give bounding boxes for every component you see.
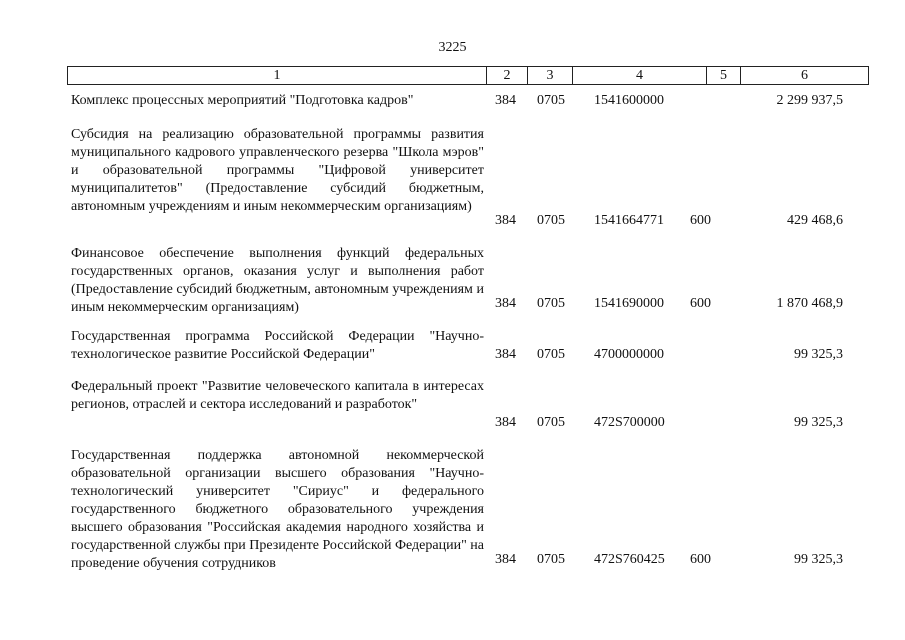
row-amount: 429 468,6 [787, 213, 843, 228]
row-amount: 99 325,3 [794, 415, 843, 430]
column-header-5: 5 [707, 67, 741, 85]
row-description: Комплекс процессных мероприятий "Подготовка кадров" [71, 93, 414, 108]
row-section-code: 0705 [537, 347, 565, 362]
column-header-3: 3 [528, 67, 573, 85]
column-header-2: 2 [487, 67, 528, 85]
row-ministry-code: 384 [495, 93, 516, 108]
row-target-article: 1541600000 [594, 93, 664, 108]
column-header-table [67, 66, 869, 85]
page-number: 3225 [438, 40, 467, 55]
row-amount: 99 325,3 [794, 347, 843, 362]
column-header-4: 4 [573, 67, 707, 85]
row-ministry-code: 384 [495, 213, 516, 228]
row-amount: 1 870 468,9 [776, 296, 843, 311]
row-description: Государственная поддержка автономной некоммерческой образовательной организации высшего образования "Научно-технологический университет "Сириус" и федерального государственного бюджетного образовательного учреждения высшего образования "Российская академия народного хозяйства и государственной службы при Президенте Российской Федерации" на проведение обучения сотрудников [71, 448, 485, 571]
row-amount: 2 299 937,5 [776, 93, 843, 108]
row-target-article: 4700000000 [594, 347, 664, 362]
row-section-code: 0705 [537, 552, 565, 567]
row-target-article: 472S760425 [594, 552, 665, 567]
row-target-article: 1541690000 [594, 296, 664, 311]
column-header-6: 6 [741, 67, 869, 85]
row-ministry-code: 384 [495, 415, 516, 430]
row-section-code: 0705 [537, 415, 565, 430]
row-description: Финансовое обеспечение выполнения функций федеральных государственных органов, оказания услуг и выполнения работ (Предоставление субсидий бюджетным, автономным учреждениям и иным некоммерческим организациям) [71, 246, 484, 315]
row-expense-type: 600 [690, 552, 711, 567]
row-description: Субсидия на реализацию образовательной программы развития муниципального кадрового управленческого резерва "Школа мэров" и образовательной программы "Цифровой университет муниципалитетов" (Предоставление субсидий бюджетным, автономным учреждениям и иным некоммерческим организациям) [71, 127, 484, 214]
row-ministry-code: 384 [495, 296, 516, 311]
row-target-article: 472S700000 [594, 415, 665, 430]
row-description: Федеральный проект "Развитие человеческого капитала в интересах регионов, отраслей и сектора исследований и разработок" [71, 379, 484, 412]
row-section-code: 0705 [537, 296, 565, 311]
row-section-code: 0705 [537, 93, 565, 108]
column-header-1: 1 [68, 67, 487, 85]
row-section-code: 0705 [537, 213, 565, 228]
row-description: Государственная программа Российской Федерации "Научно-технологическое развитие Российской Федерации" [71, 329, 484, 362]
row-target-article: 1541664771 [594, 213, 664, 228]
row-expense-type: 600 [690, 296, 711, 311]
column-header-row [68, 67, 869, 85]
row-ministry-code: 384 [495, 347, 516, 362]
row-ministry-code: 384 [495, 552, 516, 567]
row-expense-type: 600 [690, 213, 711, 228]
row-amount: 99 325,3 [794, 552, 843, 567]
